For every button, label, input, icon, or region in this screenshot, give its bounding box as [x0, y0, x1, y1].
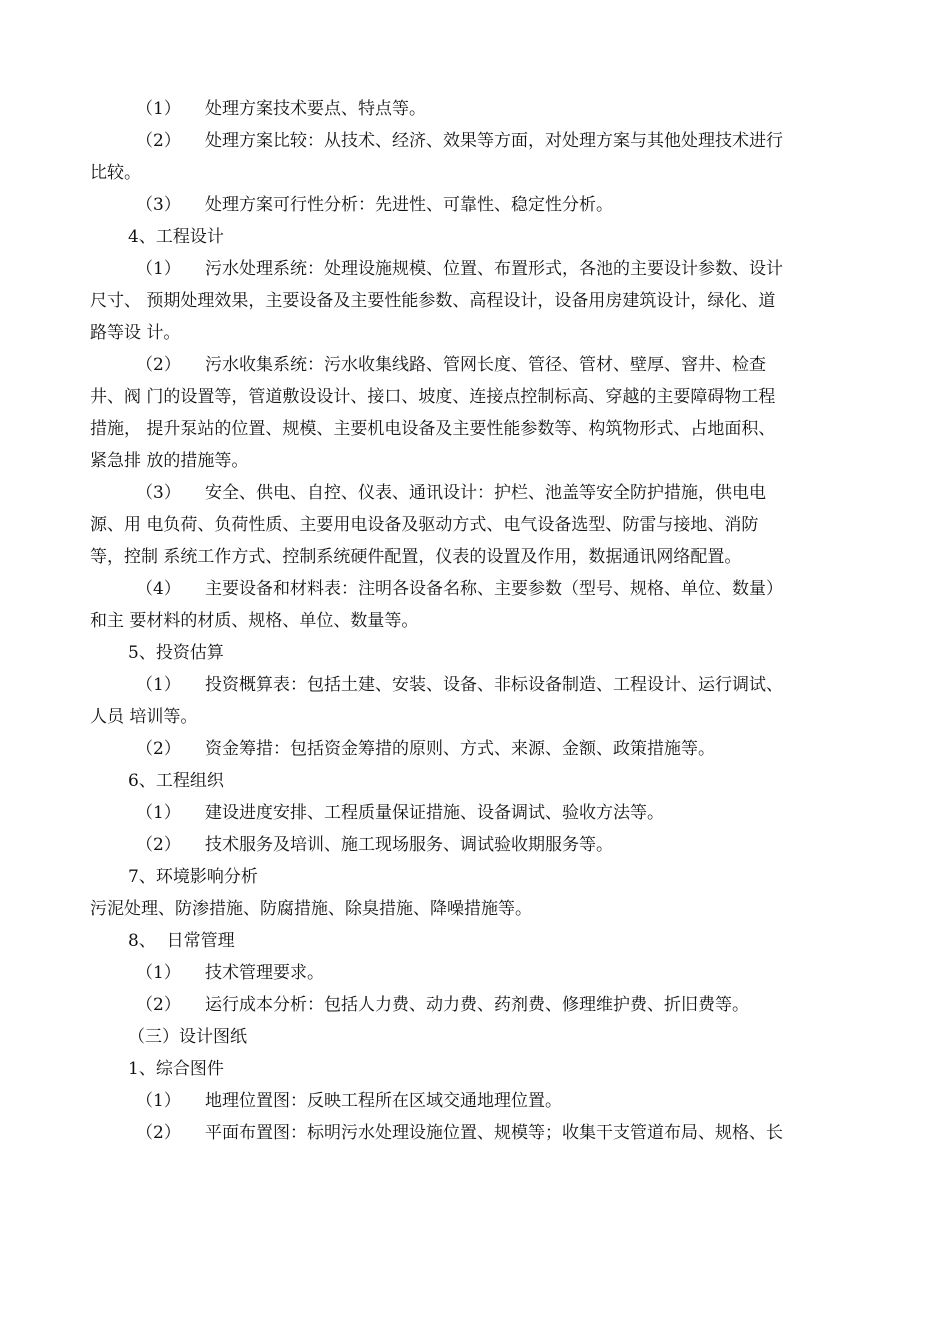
item-text: 处理方案技术要点、特点等。: [205, 99, 426, 119]
item-text: 处理方案比较：从技术、经济、效果等方面，对处理方案与其他处理技术进行: [205, 131, 783, 151]
section-heading: 4、工程设计: [128, 227, 224, 247]
item-text: 投资概算表：包括土建、安装、设备、非标设备制造、工程设计、运行调试、: [205, 675, 783, 695]
item-continuation-line: 措施， 提升泵站的位置、规模、主要机电设备及主要性能参数等、构筑物形式、占地面积、: [90, 419, 776, 439]
item-text: 地理位置图：反映工程所在区域交通地理位置。: [205, 1091, 562, 1111]
item-continuation-line: 和主 要材料的材质、规格、单位、数量等。: [90, 611, 419, 631]
item-text: 安全、供电、自控、仪表、通讯设计：护栏、池盖等安全防护措施，供电电: [205, 483, 766, 503]
item-number: （4）: [136, 579, 181, 599]
item-number: （1）: [136, 99, 181, 119]
item-number: （2）: [136, 995, 181, 1015]
item-number: （2）: [136, 131, 181, 151]
item-text: 主要设备和材料表：注明各设备名称、主要参数（型号、规格、单位、数量）: [205, 579, 783, 599]
item-text: 污水处理系统：处理设施规模、位置、布置形式，各池的主要设计参数、设计: [205, 259, 783, 279]
item-number: （1）: [136, 963, 181, 983]
item-number: （3）: [136, 195, 181, 215]
item-continuation-line: 比较。: [90, 163, 141, 183]
item-text: 建设进度安排、工程质量保证措施、设备调试、验收方法等。: [205, 803, 664, 823]
section-heading: 7、环境影响分析: [128, 867, 258, 887]
item-number: （2）: [136, 1123, 181, 1143]
item-text: 运行成本分析：包括人力费、动力费、药剂费、修理维护费、折旧费等。: [205, 995, 749, 1015]
item-number: （2）: [136, 739, 181, 759]
section-heading: 5、投资估算: [128, 643, 224, 663]
item-text: 处理方案可行性分析：先进性、可靠性、稳定性分析。: [205, 195, 613, 215]
section-heading: 6、工程组织: [128, 771, 224, 791]
section-heading: 1、综合图件: [128, 1059, 224, 1079]
item-continuation-line: 等，控制 系统工作方式、控制系统硬件配置，仪表的设置及作用，数据通讯网络配置。: [90, 547, 742, 567]
item-number: （3）: [136, 483, 181, 503]
item-continuation-line: 人员 培训等。: [90, 707, 198, 727]
item-text: 平面布置图：标明污水处理设施位置、规模等；收集干支管道布局、规格、长: [205, 1123, 783, 1143]
item-number: （1）: [136, 803, 181, 823]
item-continuation-line: 源、用 电负荷、负荷性质、主要用电设备及驱动方式、电气设备选型、防雷与接地、消防: [90, 515, 759, 535]
item-number: （1）: [136, 1091, 181, 1111]
item-number: （2）: [136, 835, 181, 855]
item-text: 技术服务及培训、施工现场服务、调试验收期服务等。: [205, 835, 613, 855]
item-number: （2）: [136, 355, 181, 375]
item-text: 资金筹措：包括资金筹措的原则、方式、来源、金额、政策措施等。: [205, 739, 715, 759]
item-continuation-line: 紧急排 放的措施等。: [90, 451, 249, 471]
item-number: （1）: [136, 675, 181, 695]
item-text: 污水收集系统：污水收集线路、管网长度、管径、管材、壁厚、窨井、检查: [205, 355, 766, 375]
paragraph-line: 污泥处理、防渗措施、防腐措施、除臭措施、降噪措施等。: [90, 899, 532, 919]
item-continuation-line: 尺寸、 预期处理效果，主要设备及主要性能参数、高程设计，设备用房建筑设计，绿化、道: [90, 291, 776, 311]
item-continuation-line: 井、阀 门的设置等，管道敷设设计、接口、坡度、连接点控制标高、穿越的主要障碍物工程: [90, 387, 776, 407]
item-text: 技术管理要求。: [205, 963, 324, 983]
section-heading: （三）设计图纸: [128, 1027, 247, 1047]
item-continuation-line: 路等设 计。: [90, 323, 181, 343]
section-heading: 8、 日常管理: [128, 931, 235, 951]
item-number: （1）: [136, 259, 181, 279]
